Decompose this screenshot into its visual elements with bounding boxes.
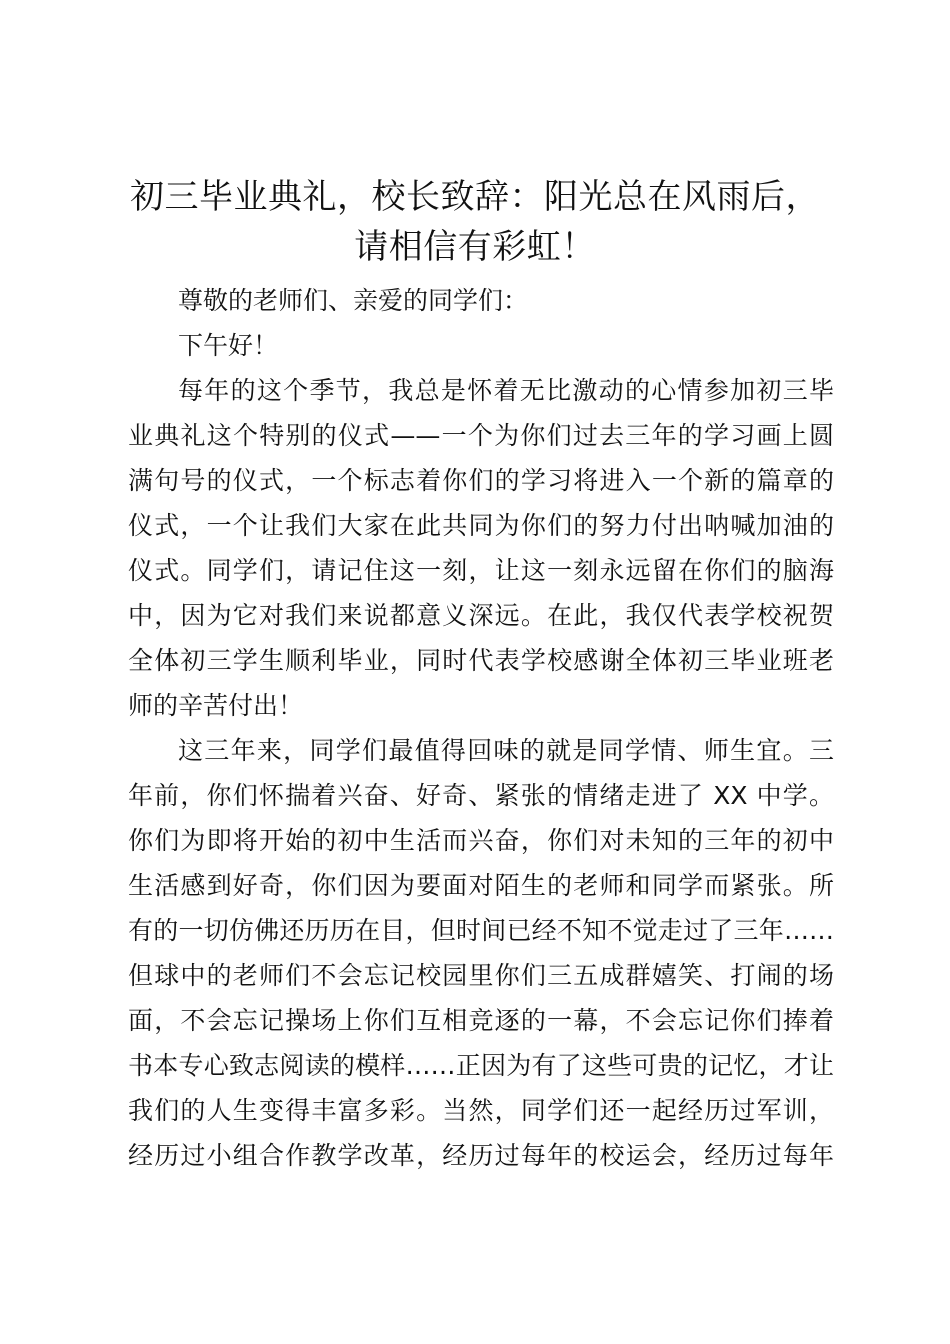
paragraph-line: 中，因为它对我们来说都意义深远。在此，我仅代表学校祝贺 bbox=[128, 601, 834, 630]
paragraph-2 bbox=[128, 728, 834, 1178]
paragraph-line: 有的一切仿佛还历历在目，但时间已经不知不觉走过了三年…… bbox=[128, 916, 834, 945]
document-title bbox=[120, 172, 830, 272]
document-body bbox=[128, 278, 834, 1178]
paragraph-line: 我们的人生变得丰富多彩。当然，同学们还一起经历过军训， bbox=[128, 1096, 834, 1125]
paragraph-line: 全体初三学生顺利毕业，同时代表学校感谢全体初三毕业班老 bbox=[128, 646, 834, 675]
paragraph-line: 面，不会忘记操场上你们互相竞逐的一幕，不会忘记你们捧着 bbox=[128, 1006, 834, 1035]
greeting-line: 下午好！ bbox=[178, 331, 279, 360]
paragraph-line: 经历过小组合作教学改革，经历过每年的校运会，经历过每年 bbox=[128, 1141, 834, 1170]
paragraph-1 bbox=[128, 368, 834, 728]
salutation bbox=[128, 278, 834, 323]
paragraph-line: 生活感到好奇，你们因为要面对陌生的老师和同学而紧张。所 bbox=[128, 871, 834, 900]
paragraph-line: 你们为即将开始的初中生活而兴奋，你们对未知的三年的初中 bbox=[128, 826, 834, 855]
paragraph-line: 年前，你们怀揣着兴奋、好奇、紧张的情绪走进了 XX 中学。 bbox=[128, 781, 834, 810]
greeting bbox=[128, 323, 834, 368]
title-line-1: 初三毕业典礼，校长致辞：阳光总在风雨后， bbox=[130, 177, 820, 217]
title-line-2: 请相信有彩虹！ bbox=[354, 227, 596, 267]
paragraph-line: 满句号的仪式，一个标志着你们的学习将进入一个新的篇章的 bbox=[128, 466, 834, 495]
paragraph-line: 仪式，一个让我们大家在此共同为你们的努力付出呐喊加油的 bbox=[128, 511, 834, 540]
salutation-line: 尊敬的老师们、亲爱的同学们： bbox=[178, 286, 529, 315]
paragraph-line: 仪式。同学们，请记住这一刻，让这一刻永远留在你们的脑海 bbox=[128, 556, 834, 585]
paragraph-line: 但球中的老师们不会忘记校园里你们三五成群嬉笑、打闹的场 bbox=[128, 961, 834, 990]
paragraph-line: 书本专心致志阅读的模样……正因为有了这些可贵的记忆，才让 bbox=[128, 1051, 834, 1080]
paragraph-line: 业典礼这个特别的仪式——一个为你们过去三年的学习画上圆 bbox=[128, 421, 834, 450]
paragraph-line: 师的辛苦付出！ bbox=[128, 691, 304, 720]
paragraph-line: 这三年来，同学们最值得回味的就是同学情、师生宜。三 bbox=[178, 736, 834, 765]
paragraph-line: 每年的这个季节，我总是怀着无比激动的心情参加初三毕 bbox=[178, 376, 834, 405]
